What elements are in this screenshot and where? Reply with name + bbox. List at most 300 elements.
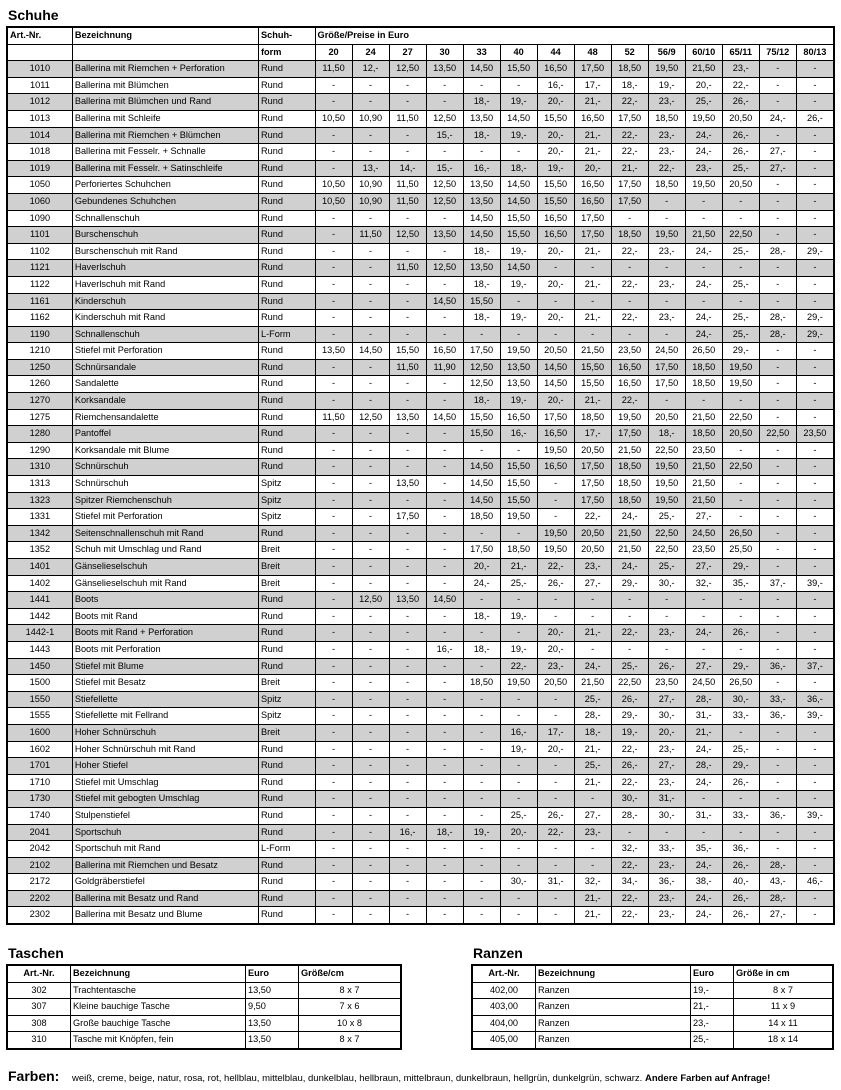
price-cell: 28,-	[759, 890, 796, 907]
price-cell: -	[426, 791, 463, 808]
price-cell: -	[352, 708, 389, 725]
price-cell: 23,50	[611, 343, 648, 360]
art-nr: 404,00	[472, 1015, 536, 1032]
price-cell: -	[685, 791, 722, 808]
price-cell: -	[759, 509, 796, 526]
bezeichnung: Kleine bauchige Tasche	[71, 999, 246, 1016]
price-cell: -	[722, 724, 759, 741]
price-cell: 19,-	[537, 160, 574, 177]
art-nr: 1270	[7, 393, 72, 410]
price-cell: -	[759, 127, 796, 144]
table-row	[7, 243, 834, 260]
price-cell: 16,-	[537, 77, 574, 94]
schuhform: Rund	[258, 343, 315, 360]
price-cell: 18,-	[463, 310, 500, 327]
bezeichnung: Ranzen	[536, 1015, 691, 1032]
price-cell: 25,-	[500, 807, 537, 824]
price-cell: 17,50	[648, 376, 685, 393]
price-cell: -	[426, 658, 463, 675]
price-cell: 22,-	[611, 94, 648, 111]
price-cell: -	[463, 857, 500, 874]
price-cell: 26,-	[722, 907, 759, 924]
price-cell: -	[389, 857, 426, 874]
price-cell: -	[796, 841, 834, 858]
price-cell: 29,-	[611, 575, 648, 592]
price-cell: 18,50	[611, 476, 648, 493]
header-size: 52	[611, 44, 648, 61]
header-size: 20	[315, 44, 352, 61]
price-cell: 14,50	[463, 459, 500, 476]
price-cell: 17,50	[463, 542, 500, 559]
bezeichnung: Schnürschuh	[72, 459, 258, 476]
schuhform: Rund	[258, 459, 315, 476]
schuhform: Rund	[258, 409, 315, 426]
price-cell: 29,-	[796, 326, 834, 343]
bezeichnung: Ballerina mit Blümchen und Rand	[72, 94, 258, 111]
price-cell: 23,50	[648, 675, 685, 692]
price-cell: 25,-	[722, 276, 759, 293]
art-nr: 1450	[7, 658, 72, 675]
price-cell: -	[389, 874, 426, 891]
price-cell: 19,-	[500, 741, 537, 758]
price-cell: 15,50	[537, 177, 574, 194]
price-cell: -	[352, 459, 389, 476]
price-cell: 21,-	[611, 160, 648, 177]
art-nr: 1122	[7, 276, 72, 293]
price-cell: -	[759, 741, 796, 758]
euro: 23,-	[691, 1015, 734, 1032]
ranzen-header-groesse: Größe in cm	[734, 965, 834, 982]
price-cell: 26,-	[722, 625, 759, 642]
schuhform: Rund	[258, 61, 315, 78]
schuhform: Rund	[258, 260, 315, 277]
price-cell: -	[315, 857, 352, 874]
bezeichnung: Korksandale	[72, 393, 258, 410]
price-cell: 12,50	[352, 409, 389, 426]
art-nr: 308	[7, 1015, 71, 1032]
ranzen-body	[472, 982, 833, 1049]
header-art: Art.-Nr.	[7, 27, 72, 44]
schuhform: Rund	[258, 791, 315, 808]
price-cell: -	[389, 525, 426, 542]
bezeichnung: Ballerina mit Riemchen + Perforation	[72, 61, 258, 78]
price-cell: -	[759, 774, 796, 791]
price-cell: 23,50	[685, 442, 722, 459]
price-cell: 11,50	[315, 409, 352, 426]
price-cell: -	[315, 77, 352, 94]
price-cell: -	[722, 592, 759, 609]
ranzen-header-art: Art.-Nr.	[472, 965, 536, 982]
price-cell: 12,50	[463, 359, 500, 376]
price-cell: -	[796, 210, 834, 227]
price-cell: 18,-	[500, 160, 537, 177]
price-cell: -	[685, 592, 722, 609]
price-cell: -	[352, 127, 389, 144]
bezeichnung: Kinderschuh mit Rand	[72, 310, 258, 327]
price-cell: 17,50	[611, 426, 648, 443]
price-cell: -	[537, 758, 574, 775]
schuhe-header-row-1	[7, 27, 834, 44]
price-cell: -	[315, 791, 352, 808]
price-cell: 17,50	[574, 210, 611, 227]
art-nr: 1313	[7, 476, 72, 493]
price-cell: 20,-	[537, 94, 574, 111]
art-nr: 1342	[7, 525, 72, 542]
price-cell: -	[759, 476, 796, 493]
price-cell: 19,50	[537, 525, 574, 542]
bezeichnung: Ballerina mit Fesselr. + Satinschleife	[72, 160, 258, 177]
price-cell: -	[722, 393, 759, 410]
price-cell: 24,-	[463, 575, 500, 592]
price-cell: 27,-	[648, 691, 685, 708]
price-cell: 19,-	[500, 243, 537, 260]
price-cell: 23,-	[648, 774, 685, 791]
ranzen-table	[471, 964, 834, 1050]
table-row	[7, 210, 834, 227]
ranzen-header-bez: Bezeichnung	[536, 965, 691, 982]
price-cell: 13,50	[500, 376, 537, 393]
table-row	[7, 227, 834, 244]
price-cell: -	[426, 509, 463, 526]
schuhform: L-Form	[258, 841, 315, 858]
table-row	[7, 260, 834, 277]
price-cell: 19,50	[685, 110, 722, 127]
price-cell: 17,50	[574, 227, 611, 244]
table-row	[7, 276, 834, 293]
price-cell: -	[426, 608, 463, 625]
price-cell: 18,50	[500, 542, 537, 559]
price-cell: -	[574, 841, 611, 858]
price-cell: -	[426, 625, 463, 642]
price-cell: -	[352, 326, 389, 343]
price-cell: -	[796, 774, 834, 791]
price-cell: 22,50	[759, 426, 796, 443]
price-cell: -	[426, 492, 463, 509]
price-cell: 26,-	[722, 94, 759, 111]
price-cell: -	[796, 641, 834, 658]
price-cell: -	[315, 160, 352, 177]
price-cell: -	[796, 177, 834, 194]
price-cell: 15,50	[574, 359, 611, 376]
price-cell: -	[611, 824, 648, 841]
price-cell: -	[759, 409, 796, 426]
price-cell: 26,-	[722, 144, 759, 161]
bezeichnung: Stiefel mit Perforation	[72, 343, 258, 360]
price-cell: 16,-	[500, 426, 537, 443]
price-cell: 25,-	[648, 509, 685, 526]
price-cell: 17,-	[574, 77, 611, 94]
table-row	[7, 791, 834, 808]
schuhform: Rund	[258, 525, 315, 542]
price-cell: -	[389, 608, 426, 625]
price-cell: 12,-	[352, 61, 389, 78]
schuhform: Rund	[258, 144, 315, 161]
header-bez-empty	[72, 44, 258, 61]
table-row	[7, 542, 834, 559]
price-cell: 19,50	[685, 177, 722, 194]
table-row	[7, 592, 834, 609]
price-cell: -	[796, 77, 834, 94]
price-cell: 31,-	[685, 708, 722, 725]
price-cell: 19,-	[611, 724, 648, 741]
price-cell: 21,-	[574, 907, 611, 924]
price-cell: 20,-	[463, 559, 500, 576]
price-cell: -	[574, 326, 611, 343]
schuhform: Rund	[258, 592, 315, 609]
price-cell: 27,-	[685, 559, 722, 576]
schuhform: Breit	[258, 675, 315, 692]
art-nr: 1161	[7, 293, 72, 310]
header-size: 24	[352, 44, 389, 61]
price-cell: 24,-	[685, 907, 722, 924]
art-nr: 1401	[7, 559, 72, 576]
price-cell: 21,-	[574, 127, 611, 144]
price-cell: -	[685, 641, 722, 658]
price-cell: -	[389, 127, 426, 144]
bezeichnung: Kinderschuh	[72, 293, 258, 310]
price-cell: -	[389, 542, 426, 559]
price-cell: -	[389, 426, 426, 443]
price-cell: -	[426, 807, 463, 824]
price-cell: 10,90	[352, 193, 389, 210]
price-cell: 25,-	[722, 326, 759, 343]
price-cell: -	[648, 260, 685, 277]
schuhform: Rund	[258, 442, 315, 459]
price-cell: 12,50	[426, 110, 463, 127]
price-cell: -	[315, 94, 352, 111]
price-cell: -	[463, 807, 500, 824]
price-cell: 14,50	[352, 343, 389, 360]
price-cell: 19,50	[537, 442, 574, 459]
bezeichnung: Korksandale mit Blume	[72, 442, 258, 459]
art-nr: 403,00	[472, 999, 536, 1016]
price-cell: -	[426, 210, 463, 227]
bezeichnung: Ranzen	[536, 982, 691, 999]
table-row	[7, 824, 834, 841]
price-cell: -	[500, 857, 537, 874]
schuhform: Rund	[258, 359, 315, 376]
schuhform: Rund	[258, 874, 315, 891]
price-cell: -	[537, 326, 574, 343]
price-cell: 17,50	[574, 492, 611, 509]
price-cell: 24,50	[648, 343, 685, 360]
bezeichnung: Haverlschuh mit Rand	[72, 276, 258, 293]
price-cell: -	[315, 459, 352, 476]
price-cell: -	[315, 824, 352, 841]
price-cell: -	[315, 442, 352, 459]
price-cell: 15,-	[426, 127, 463, 144]
price-cell: -	[426, 326, 463, 343]
price-cell: -	[426, 442, 463, 459]
price-cell: -	[796, 675, 834, 692]
price-cell: -	[759, 492, 796, 509]
price-cell: -	[389, 758, 426, 775]
table-row	[7, 1032, 401, 1049]
price-cell: 20,50	[648, 409, 685, 426]
bezeichnung: Perforiertes Schuhchen	[72, 177, 258, 194]
price-cell: 18,-	[648, 426, 685, 443]
price-cell: 12,50	[463, 376, 500, 393]
art-nr: 1441	[7, 592, 72, 609]
price-cell: -	[315, 393, 352, 410]
table-row	[7, 741, 834, 758]
price-cell: 29,-	[722, 343, 759, 360]
price-cell: 21,50	[611, 542, 648, 559]
bezeichnung: Pantoffel	[72, 426, 258, 443]
price-cell: 11,50	[352, 227, 389, 244]
table-row	[7, 559, 834, 576]
price-cell: 17,50	[463, 343, 500, 360]
price-cell: 24,50	[685, 525, 722, 542]
table-row	[7, 758, 834, 775]
price-cell: 14,50	[537, 376, 574, 393]
price-cell: -	[537, 890, 574, 907]
price-cell: -	[426, 476, 463, 493]
price-cell: -	[389, 691, 426, 708]
schuhform: Rund	[258, 608, 315, 625]
price-cell: -	[315, 559, 352, 576]
price-cell: 39,-	[796, 575, 834, 592]
price-cell: -	[537, 492, 574, 509]
price-cell: 10,90	[352, 177, 389, 194]
price-cell: -	[315, 774, 352, 791]
schuhform: Rund	[258, 376, 315, 393]
price-cell: 22,-	[611, 741, 648, 758]
price-cell: -	[796, 542, 834, 559]
price-cell: 22,-	[574, 509, 611, 526]
price-cell: 22,-	[611, 310, 648, 327]
groesse: 14 x 11	[734, 1015, 834, 1032]
art-nr: 1162	[7, 310, 72, 327]
price-cell: 16,-	[389, 824, 426, 841]
bezeichnung: Ballerina mit Besatz und Rand	[72, 890, 258, 907]
bezeichnung: Boots	[72, 592, 258, 609]
price-cell: 38,-	[685, 874, 722, 891]
price-cell: -	[537, 857, 574, 874]
price-cell: 14,50	[426, 293, 463, 310]
price-cell: 22,-	[611, 857, 648, 874]
price-cell: -	[796, 525, 834, 542]
table-row	[7, 608, 834, 625]
price-cell: 30,-	[611, 791, 648, 808]
price-cell: -	[426, 559, 463, 576]
price-cell: -	[315, 890, 352, 907]
price-cell: 17,50	[611, 110, 648, 127]
price-cell: 15,50	[500, 492, 537, 509]
price-cell: 11,50	[315, 61, 352, 78]
price-cell: -	[722, 824, 759, 841]
price-cell: -	[537, 907, 574, 924]
price-cell: -	[500, 592, 537, 609]
price-cell: 15,50	[500, 227, 537, 244]
price-cell: 11,50	[389, 177, 426, 194]
price-cell: -	[759, 841, 796, 858]
price-cell: 22,-	[611, 276, 648, 293]
price-cell: -	[463, 791, 500, 808]
table-row	[7, 708, 834, 725]
header-size: 33	[463, 44, 500, 61]
price-cell: 39,-	[796, 807, 834, 824]
price-cell: 14,50	[500, 110, 537, 127]
price-cell: 23,-	[648, 857, 685, 874]
bezeichnung: Sportschuh	[72, 824, 258, 841]
price-cell: -	[648, 326, 685, 343]
art-nr: 402,00	[472, 982, 536, 999]
price-cell: -	[722, 442, 759, 459]
price-cell: -	[648, 641, 685, 658]
price-cell: -	[759, 542, 796, 559]
price-cell: -	[796, 824, 834, 841]
price-cell: 18,-	[463, 393, 500, 410]
header-art-empty	[7, 44, 72, 61]
price-cell: 24,-	[685, 857, 722, 874]
price-cell: 25,-	[722, 243, 759, 260]
price-cell: -	[796, 907, 834, 924]
price-cell: 14,50	[537, 359, 574, 376]
art-nr: 1443	[7, 641, 72, 658]
price-cell: -	[463, 708, 500, 725]
price-cell: -	[463, 592, 500, 609]
table-row	[7, 426, 834, 443]
price-cell: 16,50	[611, 359, 648, 376]
price-cell: -	[315, 144, 352, 161]
price-cell: -	[611, 326, 648, 343]
price-cell: 17,-	[537, 724, 574, 741]
price-cell: -	[759, 824, 796, 841]
schuhform: Rund	[258, 110, 315, 127]
price-cell: 36,-	[796, 691, 834, 708]
price-cell: -	[389, 890, 426, 907]
price-cell: 27,-	[574, 575, 611, 592]
price-cell: 30,-	[722, 691, 759, 708]
price-cell: 13,50	[389, 476, 426, 493]
price-cell: -	[426, 874, 463, 891]
table-row	[7, 982, 401, 999]
art-nr: 1442-1	[7, 625, 72, 642]
taschen-title: Taschen	[8, 945, 64, 961]
price-cell: -	[463, 890, 500, 907]
price-cell: -	[352, 575, 389, 592]
bezeichnung: Spitzer Riemchenschuh	[72, 492, 258, 509]
header-form-2: form	[258, 44, 315, 61]
bezeichnung: Goldgräberstiefel	[72, 874, 258, 891]
bezeichnung: Schnallenschuh	[72, 210, 258, 227]
price-cell: 19,50	[648, 476, 685, 493]
price-cell: 19,50	[500, 675, 537, 692]
price-cell: -	[722, 293, 759, 310]
price-cell: 23,-	[648, 890, 685, 907]
price-cell: 13,50	[389, 592, 426, 609]
price-cell: 22,-	[611, 393, 648, 410]
price-cell: 22,-	[722, 77, 759, 94]
bezeichnung: Burschenschuh mit Rand	[72, 243, 258, 260]
price-cell: 16,-	[463, 160, 500, 177]
table-row	[7, 999, 401, 1016]
table-row	[7, 144, 834, 161]
price-cell: -	[315, 641, 352, 658]
table-row	[7, 575, 834, 592]
table-row	[7, 691, 834, 708]
price-cell: -	[389, 94, 426, 111]
table-row	[472, 982, 833, 999]
price-cell: 25,-	[722, 160, 759, 177]
price-cell: 22,50	[722, 409, 759, 426]
price-cell: -	[463, 77, 500, 94]
price-cell: 26,-	[722, 857, 759, 874]
price-cell: 27,-	[759, 160, 796, 177]
price-cell: 17,50	[389, 509, 426, 526]
price-cell: 26,50	[722, 525, 759, 542]
